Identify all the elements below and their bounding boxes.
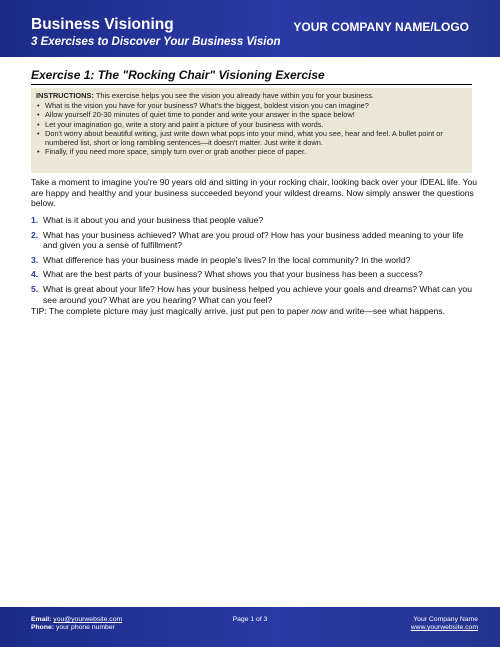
page-number: Page 1 of 3 [232,616,268,623]
footer-company-name: Your Company Name [413,616,478,623]
question-text: What is it about you and your business that people value? [43,215,264,225]
bullet-icon: • [37,128,40,138]
company-logo-placeholder: YOUR COMPANY NAME/LOGO [293,20,469,34]
question-item [31,255,479,266]
question-item [31,215,479,226]
instruction-text: What is the vision you have for your business? What's the biggest, boldest vision you can imagine? [45,101,369,111]
question-text: What difference has your business made in people's lives? In the local community? In the world? [43,254,411,265]
instruction-item [36,120,467,129]
questions-list [31,215,479,309]
footer-company [411,616,478,632]
question-number: 4. [31,269,39,280]
tip-emphasis: now [311,306,327,316]
question-number: 5. [31,283,39,294]
instruction-item [36,129,467,147]
instruction-text: Allow yourself 20-30 minutes of quiet time to ponder and write your answer in the space below! [45,110,355,120]
instruction-item [36,101,467,110]
email-label: Email: [31,616,52,623]
question-item [31,284,479,305]
instructions-label: INSTRUCTIONS: [36,91,94,100]
bullet-icon: • [37,119,40,129]
page-footer [0,607,500,647]
question-number: 2. [31,229,39,240]
question-text: What are the best parts of your business? What shows you that your business has been a success? [43,269,423,280]
instruction-text: Finally, if you need more space, simply turn over or grab another piece of paper. [45,147,307,157]
phone-label: Phone: [31,624,55,631]
website-link[interactable]: www.yourwebsite.com [410,624,478,631]
instructions-box [31,88,472,173]
question-item [31,269,479,280]
tip-paragraph [31,306,479,317]
question-text: What has your business achieved? What are you proud of? How has your business added meaning to your life and given you a sense of fulfillment? [43,229,464,251]
phone-text: your phone number [55,624,115,631]
question-number: 3. [31,254,39,265]
instructions-text: This exercise helps you see the vision you already have within you for your business. [93,91,374,100]
instruction-text: Let your imagination go, write a story and paint a picture of your business with words. [45,119,324,129]
instruction-text: Don't worry about beautiful writing, just write down what pops into your mind, what you see, hear and feel. A bullet point or numbered list, short or long rambling sentences—it doesn't matter. Just write it down. [45,128,443,148]
bullet-icon: • [37,147,40,157]
intro-paragraph: Take a moment to imagine you're 90 years old and sitting in your rocking chair, looking back over your IDEAL life. You are happy and healthy and your business succeeded beyond your wildest dreams. Now simply answer the questions below. [31,177,478,209]
bullet-icon: • [37,101,40,111]
tip-text: TIP: The complete picture may just magically arrive, just put pen to paper [31,306,312,316]
doc-title: Business Visioning [31,16,174,33]
tip-text-end: and write—see what happens. [327,306,445,316]
question-text: What is great about your life? How has your business helped you achieve your goals and dreams? What can you see around you? What are you hearing? What can you feel? [43,283,472,305]
instructions-list [36,101,467,156]
page-header [0,0,500,57]
instruction-item [36,110,467,119]
question-number: 1. [31,215,39,225]
title-divider [31,84,472,85]
exercise-title: Exercise 1: The "Rocking Chair" Visioning Exercise [31,68,325,82]
email-link[interactable]: you@yourwebsite.com [53,616,123,623]
doc-subtitle: 3 Exercises to Discover Your Business Vision [31,36,281,48]
bullet-icon: • [37,110,40,120]
instruction-item [36,147,467,156]
instructions-header [36,91,467,100]
question-item [31,230,479,251]
